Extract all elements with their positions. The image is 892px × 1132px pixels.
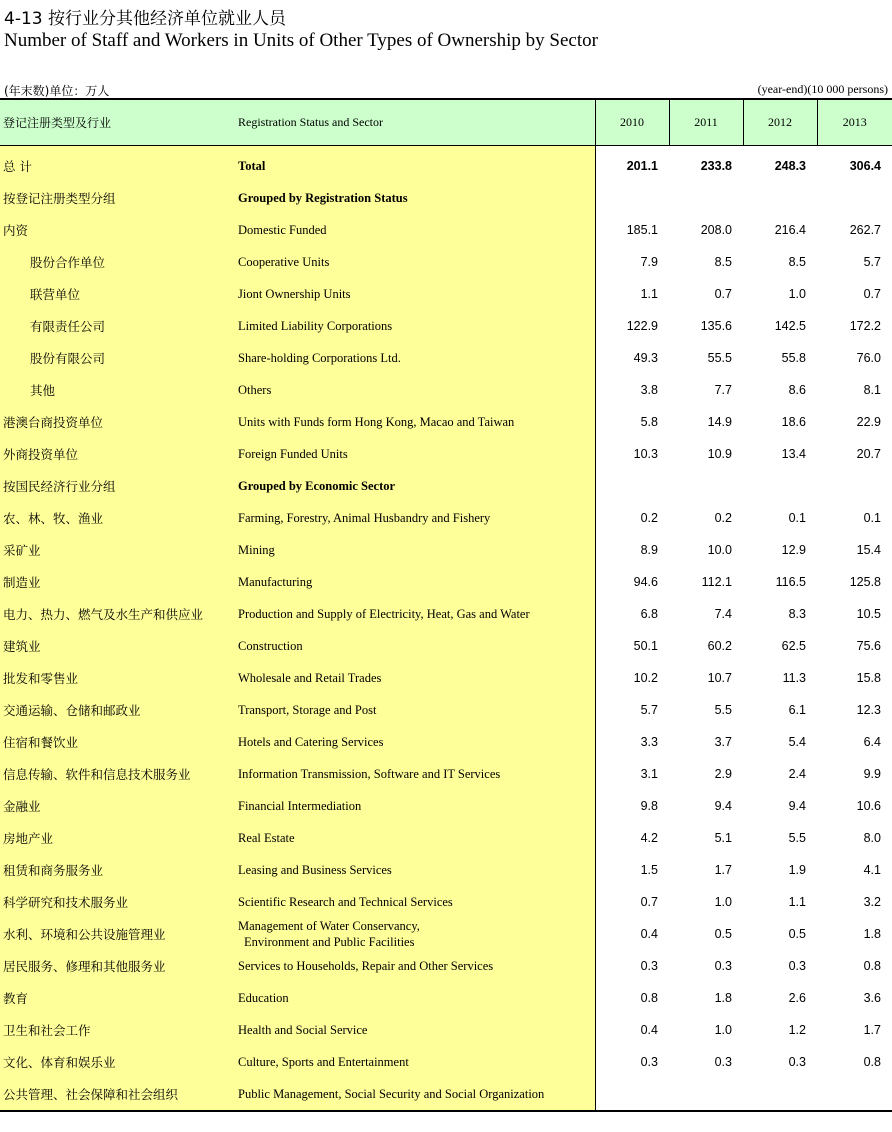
table-row: [0, 694, 892, 726]
row-label-en: Wholesale and Retail Trades: [234, 662, 595, 694]
value-cell-2012: 9.4: [788, 799, 806, 813]
unit-label-en: (year-end)(10 000 persons): [757, 82, 888, 96]
value-cell-2012: [743, 182, 817, 214]
value-cell-2012: 216.4: [774, 223, 806, 237]
value-cell-2011: 1.7: [714, 863, 732, 877]
row-label-en: Grouped by Economic Sector: [234, 470, 595, 502]
value-cell-2013: 3.2: [863, 895, 881, 909]
table-row: [0, 726, 892, 758]
row-label-cn: 内资: [0, 214, 234, 246]
row-label-en: Public Management, Social Security and Social Organization: [234, 1078, 595, 1111]
header-year-2010: 2010: [595, 99, 669, 146]
row-label-en: [234, 918, 595, 950]
value-cell-2013: 262.7: [849, 223, 881, 237]
value-cell-2013: 15.8: [856, 671, 881, 685]
value-cell-2010: 6.8: [640, 607, 658, 621]
value-cell-2013: 15.4: [856, 543, 881, 557]
row-label-en-line2: Environment and Public Facilities: [244, 935, 415, 949]
row-label-cn: 金融业: [0, 790, 234, 822]
value-cell-2010: 185.1: [626, 223, 658, 237]
row-label-en: Share-holding Corporations Ltd.: [234, 342, 595, 374]
row-label-cn: 交通运输、仓储和邮政业: [0, 694, 234, 726]
value-cell-2013: 0.7: [863, 287, 881, 301]
row-label-cn: 信息传输、软件和信息技术服务业: [0, 758, 234, 790]
table-row: [0, 278, 892, 310]
table-row: [0, 470, 892, 502]
table-row: [0, 790, 892, 822]
table-row: [0, 502, 892, 534]
table-row: [0, 854, 892, 886]
value-cell-2012: 62.5: [781, 639, 806, 653]
header-year-2011: 2011: [669, 99, 743, 146]
value-cell-2012: 1.0: [788, 287, 806, 301]
value-cell-2012: [743, 470, 817, 502]
table-row: [0, 406, 892, 438]
value-cell-2010: 3.3: [640, 735, 658, 749]
row-label-en: Scientific Research and Technical Services: [234, 886, 595, 918]
row-label-cn: 按国民经济行业分组: [0, 470, 234, 502]
value-cell-2012: 0.3: [788, 1055, 806, 1069]
value-cell-2010: 7.9: [640, 255, 658, 269]
row-label-en: Farming, Forestry, Animal Husbandry and Fishery: [234, 502, 595, 534]
value-cell-2010: 5.8: [640, 415, 658, 429]
table-row: [0, 214, 892, 246]
table-row: [0, 534, 892, 566]
row-label-cn: 外商投资单位: [0, 438, 234, 470]
value-cell-2013: 0.1: [863, 511, 881, 525]
unit-label-cn: (年末数)单位：万人: [4, 84, 110, 98]
value-cell-2013: 4.1: [863, 863, 881, 877]
value-cell-2010: 9.8: [640, 799, 658, 813]
value-cell-2010: 1.5: [640, 863, 658, 877]
table-title-cn: 4-13 按行业分其他经济单位就业人员: [4, 9, 286, 29]
row-label-cn: 总 计: [0, 150, 234, 182]
value-cell-2011: 10.7: [707, 671, 732, 685]
row-label-en: Units with Funds form Hong Kong, Macao and Taiwan: [234, 406, 595, 438]
row-label-en: Construction: [234, 630, 595, 662]
value-cell-2012: 0.1: [788, 511, 806, 525]
value-cell-2012: 116.5: [775, 575, 806, 589]
table-body: [0, 146, 892, 1112]
row-label-en: Services to Households, Repair and Other Services: [234, 950, 595, 982]
table-row: [0, 438, 892, 470]
value-cell-2013: 8.0: [863, 831, 881, 845]
value-cell-2010: 0.2: [640, 511, 658, 525]
row-label-cn: 教育: [0, 982, 234, 1014]
value-cell-2013: 10.5: [856, 607, 881, 621]
value-cell-2011: 10.9: [707, 447, 732, 461]
row-label-cn: 文化、体育和娱乐业: [0, 1046, 234, 1078]
row-label-cn: 住宿和餐饮业: [0, 726, 234, 758]
row-label-en: Domestic Funded: [234, 214, 595, 246]
value-cell-2012: 2.4: [788, 767, 806, 781]
header-sector-cn: 登记注册类型及行业: [0, 99, 234, 146]
value-cell-2010: 94.6: [633, 575, 658, 589]
value-cell-2013: 306.4: [849, 159, 881, 173]
table-row: [0, 758, 892, 790]
value-cell-2011: [669, 1078, 743, 1111]
value-cell-2013: 1.7: [863, 1023, 881, 1037]
row-label-cn: 按登记注册类型分组: [0, 182, 234, 214]
value-cell-2013: [817, 1078, 892, 1111]
value-cell-2011: 2.9: [714, 767, 732, 781]
value-cell-2012: 248.3: [774, 159, 806, 173]
row-label-en: Production and Supply of Electricity, Heat, Gas and Water: [234, 598, 595, 630]
value-cell-2010: 3.1: [640, 767, 658, 781]
value-cell-2013: 8.1: [863, 383, 881, 397]
value-cell-2013: [817, 470, 892, 502]
table-row: [0, 598, 892, 630]
value-cell-2011: 1.0: [714, 1023, 732, 1037]
header-year-2012: 2012: [743, 99, 817, 146]
value-cell-2011: 5.1: [714, 831, 732, 845]
value-cell-2012: 8.6: [788, 383, 806, 397]
value-cell-2013: 0.8: [863, 959, 881, 973]
row-label-en: Financial Intermediation: [234, 790, 595, 822]
row-label-cn: 电力、热力、燃气及水生产和供应业: [0, 598, 234, 630]
row-label-en: Mining: [234, 534, 595, 566]
value-cell-2011: 0.7: [714, 287, 732, 301]
row-label-en: Jiont Ownership Units: [234, 278, 595, 310]
value-cell-2010: 10.2: [633, 671, 658, 685]
value-cell-2012: 5.5: [788, 831, 806, 845]
row-label-cn: 建筑业: [0, 630, 234, 662]
value-cell-2011: 0.2: [714, 511, 732, 525]
row-label-cn: 采矿业: [0, 534, 234, 566]
value-cell-2013: 1.8: [863, 927, 881, 941]
row-label-cn: 港澳台商投资单位: [0, 406, 234, 438]
table-row: [0, 150, 892, 182]
value-cell-2013: 75.6: [856, 639, 881, 653]
value-cell-2010: 0.7: [640, 895, 658, 909]
value-cell-2013: 6.4: [863, 735, 881, 749]
value-cell-2012: 8.5: [788, 255, 806, 269]
table-row: [0, 662, 892, 694]
table-row: [0, 566, 892, 598]
row-label-cn: 科学研究和技术服务业: [0, 886, 234, 918]
value-cell-2012: 1.1: [788, 895, 806, 909]
row-label-en: Total: [234, 150, 595, 182]
value-cell-2012: 2.6: [788, 991, 806, 1005]
row-label-en: Cooperative Units: [234, 246, 595, 278]
value-cell-2012: 0.5: [788, 927, 806, 941]
header-sector-en: Registration Status and Sector: [234, 99, 595, 146]
value-cell-2010: 0.3: [640, 1055, 658, 1069]
table-title-en: Number of Staff and Workers in Units of Other Types of Ownership by Sector: [4, 30, 598, 51]
value-cell-2010: [595, 1078, 669, 1111]
table-row: [0, 246, 892, 278]
value-cell-2011: 7.7: [714, 383, 732, 397]
value-cell-2012: 18.6: [781, 415, 806, 429]
table-row: [0, 310, 892, 342]
value-cell-2011: 8.5: [714, 255, 732, 269]
value-cell-2011: 1.0: [714, 895, 732, 909]
table-row: [0, 374, 892, 406]
table-row: [0, 918, 892, 950]
row-label-en: Education: [234, 982, 595, 1014]
value-cell-2012: 142.5: [774, 319, 806, 333]
table-row: [0, 342, 892, 374]
value-cell-2011: 9.4: [714, 799, 732, 813]
value-cell-2012: 1.9: [788, 863, 806, 877]
value-cell-2011: [669, 470, 743, 502]
value-cell-2011: 55.5: [707, 351, 732, 365]
row-label-en: Health and Social Service: [234, 1014, 595, 1046]
value-cell-2013: 3.6: [863, 991, 881, 1005]
value-cell-2012: 1.2: [788, 1023, 806, 1037]
value-cell-2010: 50.1: [633, 639, 658, 653]
value-cell-2010: 4.2: [640, 831, 658, 845]
value-cell-2010: 3.8: [640, 383, 658, 397]
value-cell-2011: 135.6: [700, 319, 732, 333]
value-cell-2010: 1.1: [640, 287, 658, 301]
value-cell-2010: 0.4: [640, 1023, 658, 1037]
row-label-cn: 公共管理、社会保障和社会组织: [0, 1078, 234, 1111]
value-cell-2010: 0.8: [640, 991, 658, 1005]
value-cell-2010: 10.3: [633, 447, 658, 461]
row-label-cn: 居民服务、修理和其他服务业: [0, 950, 234, 982]
row-label-en: Limited Liability Corporations: [234, 310, 595, 342]
value-cell-2011: 0.3: [714, 959, 732, 973]
value-cell-2011: 5.5: [714, 703, 732, 717]
row-label-cn: 卫生和社会工作: [0, 1014, 234, 1046]
row-label-cn: 其他: [0, 374, 234, 406]
row-label-en: Manufacturing: [234, 566, 595, 598]
value-cell-2012: [743, 1078, 817, 1111]
value-cell-2013: 5.7: [863, 255, 881, 269]
header-year-2013: 2013: [817, 99, 892, 146]
value-cell-2012: 5.4: [788, 735, 806, 749]
table-row: [0, 950, 892, 982]
value-cell-2013: [817, 182, 892, 214]
row-label-cn: 有限责任公司: [0, 310, 234, 342]
row-label-en: Foreign Funded Units: [234, 438, 595, 470]
row-label-cn: 股份合作单位: [0, 246, 234, 278]
row-label-cn: 水利、环境和公共设施管理业: [0, 918, 234, 950]
value-cell-2010: 8.9: [640, 543, 658, 557]
table-row: [0, 886, 892, 918]
value-cell-2011: 10.0: [707, 543, 732, 557]
row-label-en: Leasing and Business Services: [234, 854, 595, 886]
table-row: [0, 1078, 892, 1111]
value-cell-2012: 8.3: [788, 607, 806, 621]
table-row: [0, 182, 892, 214]
value-cell-2013: 9.9: [863, 767, 881, 781]
row-label-cn: 租赁和商务服务业: [0, 854, 234, 886]
value-cell-2011: 0.5: [714, 927, 732, 941]
row-label-cn: 联营单位: [0, 278, 234, 310]
data-table: [0, 98, 892, 1112]
value-cell-2013: 76.0: [856, 351, 881, 365]
value-cell-2013: 22.9: [856, 415, 881, 429]
value-cell-2011: 208.0: [700, 223, 732, 237]
row-label-en: Transport, Storage and Post: [234, 694, 595, 726]
table-row: [0, 630, 892, 662]
value-cell-2011: 60.2: [707, 639, 732, 653]
value-cell-2010: [595, 470, 669, 502]
value-cell-2013: 172.2: [849, 319, 881, 333]
value-cell-2010: 0.3: [640, 959, 658, 973]
value-cell-2011: 1.8: [714, 991, 732, 1005]
value-cell-2011: 14.9: [707, 415, 732, 429]
value-cell-2010: 49.3: [633, 351, 658, 365]
row-label-cn: 制造业: [0, 566, 234, 598]
value-cell-2011: 3.7: [714, 735, 732, 749]
data-table-container: [0, 98, 892, 1112]
value-cell-2011: 0.3: [714, 1055, 732, 1069]
value-cell-2012: 0.3: [788, 959, 806, 973]
value-cell-2013: 0.8: [863, 1055, 881, 1069]
value-cell-2010: 201.1: [626, 159, 658, 173]
table-row: [0, 822, 892, 854]
row-label-en: Hotels and Catering Services: [234, 726, 595, 758]
value-cell-2013: 125.8: [849, 575, 881, 589]
table-header-row: [0, 99, 892, 146]
value-cell-2011: [669, 182, 743, 214]
value-cell-2013: 10.6: [856, 799, 881, 813]
value-cell-2010: [595, 182, 669, 214]
value-cell-2012: 13.4: [781, 447, 806, 461]
value-cell-2010: 122.9: [626, 319, 658, 333]
value-cell-2011: 7.4: [714, 607, 732, 621]
value-cell-2011: 233.8: [700, 159, 732, 173]
row-label-en: Others: [234, 374, 595, 406]
row-label-en-line1: Management of Water Conservancy,: [238, 919, 420, 933]
value-cell-2012: 6.1: [788, 703, 806, 717]
value-cell-2012: 11.3: [782, 671, 806, 685]
value-cell-2012: 55.8: [781, 351, 806, 365]
row-label-cn: 农、林、牧、渔业: [0, 502, 234, 534]
value-cell-2010: 5.7: [640, 703, 658, 717]
value-cell-2013: 20.7: [856, 447, 881, 461]
row-label-en: Grouped by Registration Status: [234, 182, 595, 214]
row-label-cn: 房地产业: [0, 822, 234, 854]
table-row: [0, 1014, 892, 1046]
value-cell-2010: 0.4: [640, 927, 658, 941]
value-cell-2011: 112.1: [701, 575, 732, 589]
row-label-en: Culture, Sports and Entertainment: [234, 1046, 595, 1078]
row-label-en: Real Estate: [234, 822, 595, 854]
table-row: [0, 1046, 892, 1078]
value-cell-2012: 12.9: [781, 543, 806, 557]
value-cell-2013: 12.3: [856, 703, 881, 717]
row-label-cn: 股份有限公司: [0, 342, 234, 374]
row-label-en: Information Transmission, Software and IT Services: [234, 758, 595, 790]
row-label-cn: 批发和零售业: [0, 662, 234, 694]
table-row: [0, 982, 892, 1014]
